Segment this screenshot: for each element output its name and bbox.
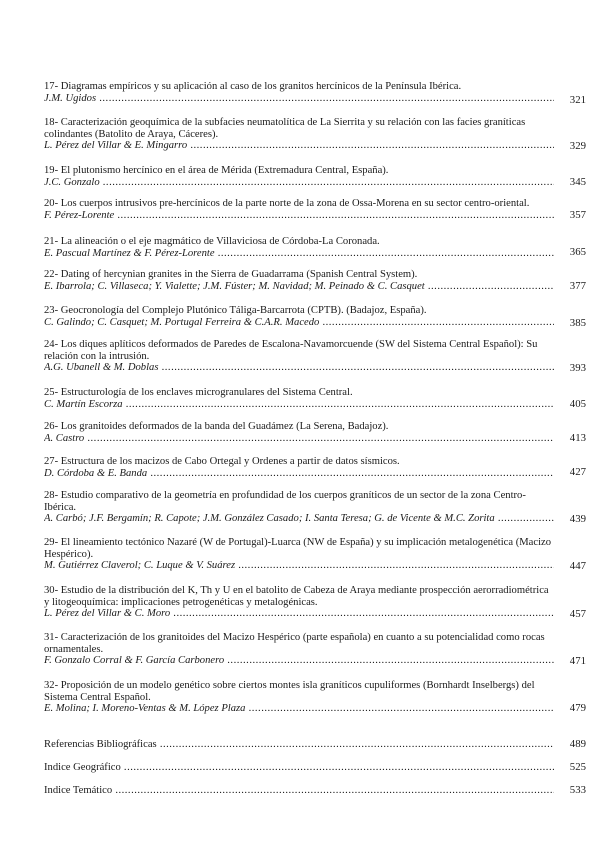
entry-title: 18- Caracterización geoquímica de la subfacies neumatolítica de La Sierrita y su relación con las facies graníticas colindantes (Batolito de Araya, Cáceres). <box>44 117 526 140</box>
toc-entry-24 <box>44 339 554 374</box>
entry-title: 28- Estudio comparativo de la geometría en profundidad de los cuerpos graníticos de un sector de la zona Centro-Ibérica. <box>44 490 526 513</box>
entry-authors: M. Gutiérrez Claverol; C. Luque & V. Suárez ..... <box>44 560 554 572</box>
back-matter-label: Indice Temático ..... <box>44 785 554 797</box>
entry-title: 27- Estructura de los macizos de Cabo Ortegal y Ordenes a partir de datos sísmicos. <box>44 456 400 467</box>
entry-title: 32- Proposición de un modelo genético sobre ciertos montes isla graníticos cupuliformes (Bornhardt Inselbergs) del Sistema Central Español. <box>44 680 535 703</box>
entry-title: 20- Los cuerpos intrusivos pre-hercínicos de la parte norte de la zona de Ossa-Morena en su sector centro-oriental. <box>44 198 530 209</box>
toc-entry-19 <box>44 165 554 188</box>
back-matter-references <box>44 739 554 751</box>
entry-authors: E. Molina; I. Moreno-Ventas & M. López Plaza ..... <box>44 703 554 715</box>
entry-authors: J.M. Ugidos ..... <box>44 93 554 105</box>
back-matter-page-number: 525 <box>569 761 586 773</box>
entry-title: 30- Estudio de la distribución del K, Th y U en el batolito de Cabeza de Araya mediante prospección aerorradiométrica y litogeoquímica: implicaciones petrogenéticas y metalogénicas. <box>44 585 549 608</box>
back-matter-label: Indice Geográfico ..... <box>44 762 554 774</box>
toc-entry-30 <box>44 585 554 620</box>
entry-page-number: 427 <box>569 466 586 478</box>
toc-entry-25 <box>44 387 554 410</box>
toc-entry-27 <box>44 456 554 479</box>
toc-entry-32 <box>44 680 554 715</box>
entry-title: 26- Los granitoides deformados de la banda del Guadámez (La Serena, Badajoz). <box>44 421 389 432</box>
entry-page-number: 471 <box>569 655 586 667</box>
entry-authors: F. Pérez-Lorente ..... <box>44 210 554 222</box>
entry-authors: C. Martín Escorza ..... <box>44 399 554 411</box>
entry-page-number: 413 <box>569 432 586 444</box>
toc-entry-22 <box>44 269 554 292</box>
back-matter-page-number: 489 <box>569 738 586 750</box>
entry-authors: J.C. Gonzalo ..... <box>44 177 554 189</box>
entry-authors: E. Pascual Martínez & F. Pérez-Lorente ..... <box>44 248 554 260</box>
toc-entry-28 <box>44 490 554 525</box>
entry-authors: L. Pérez del Villar & C. Moro ..... <box>44 608 554 620</box>
toc-entry-18 <box>44 117 554 152</box>
entry-page-number: 377 <box>569 280 586 292</box>
toc-entry-17 <box>44 81 554 104</box>
entry-title: 21- La alineación o el eje magmático de Villaviciosa de Córdoba-La Coronada. <box>44 236 380 247</box>
entry-page-number: 357 <box>569 209 586 221</box>
toc-entry-29 <box>44 537 554 572</box>
entry-authors: A. Carbó; J.F. Bergamín; R. Capote; J.M. González Casado; I. Santa Teresa; G. de Vicente & M.C. Zorita ..... <box>44 513 554 525</box>
entry-title: 24- Los diques aplíticos deformados de Paredes de Escalona-Navamorcuende (SW del Sistema Central Español): Su relación con la intrusión. <box>44 339 538 362</box>
entry-page-number: 439 <box>569 513 586 525</box>
entry-authors: D. Córdoba & E. Banda ..... <box>44 468 554 480</box>
entry-page-number: 405 <box>569 398 586 410</box>
toc-entry-21 <box>44 236 554 259</box>
entry-authors: A.G. Ubanell & M. Doblas ..... <box>44 362 554 374</box>
toc-entry-20 <box>44 198 554 221</box>
entry-page-number: 329 <box>569 140 586 152</box>
entry-authors: A. Castro ..... <box>44 433 554 445</box>
back-matter-label: Referencias Bibliográficas ..... <box>44 739 554 751</box>
entry-page-number: 365 <box>569 246 586 258</box>
entry-authors: F. Gonzalo Corral & F. García Carbonero ..... <box>44 655 554 667</box>
entry-page-number: 457 <box>569 608 586 620</box>
entry-page-number: 345 <box>569 176 586 188</box>
entry-title: 31- Caracterización de los granitoides del Macizo Hespérico (parte española) en cuanto a su potencialidad como rocas ornamentales. <box>44 632 545 655</box>
entry-page-number: 447 <box>569 560 586 572</box>
entry-authors: E. Ibarrola; C. Villaseca; Y. Vialette; J.M. Fúster; M. Navidad; M. Peinado & C. Casquet ..... <box>44 281 554 293</box>
entry-page-number: 479 <box>569 702 586 714</box>
back-matter-geographic-index <box>44 762 554 774</box>
entry-title: 23- Geocronología del Complejo Plutónico Táliga-Barcarrota (CPTB). (Badajoz, España). <box>44 305 427 316</box>
toc-entry-31 <box>44 632 554 667</box>
entry-authors: C. Galindo; C. Casquet; M. Portugal Ferreira & C.A.R. Macedo ..... <box>44 317 554 329</box>
toc-entry-26 <box>44 421 554 444</box>
entry-title: 22- Dating of hercynian granites in the Sierra de Guadarrama (Spanish Central System). <box>44 269 418 280</box>
entry-title: 19- El plutonismo hercínico en el área de Mérida (Extremadura Central, España). <box>44 165 389 176</box>
entry-title: 17- Diagramas empíricos y su aplicación al caso de los granitos hercínicos de la Península Ibérica. <box>44 81 462 92</box>
entry-authors: L. Pérez del Villar & E. Mingarro ..... <box>44 140 554 152</box>
entry-title: 25- Estructurología de los enclaves microgranulares del Sistema Central. <box>44 387 353 398</box>
entry-page-number: 393 <box>569 362 586 374</box>
entry-page-number: 385 <box>569 317 586 329</box>
back-matter-thematic-index <box>44 785 554 797</box>
entry-title: 29- El lineamiento tectónico Nazaré (W de Portugal)-Luarca (NW de España) y su implicación metalogenética (Macizo Hespérico). <box>44 537 552 560</box>
back-matter-page-number: 533 <box>569 784 586 796</box>
toc-entry-23 <box>44 305 554 328</box>
entry-page-number: 321 <box>569 94 586 106</box>
